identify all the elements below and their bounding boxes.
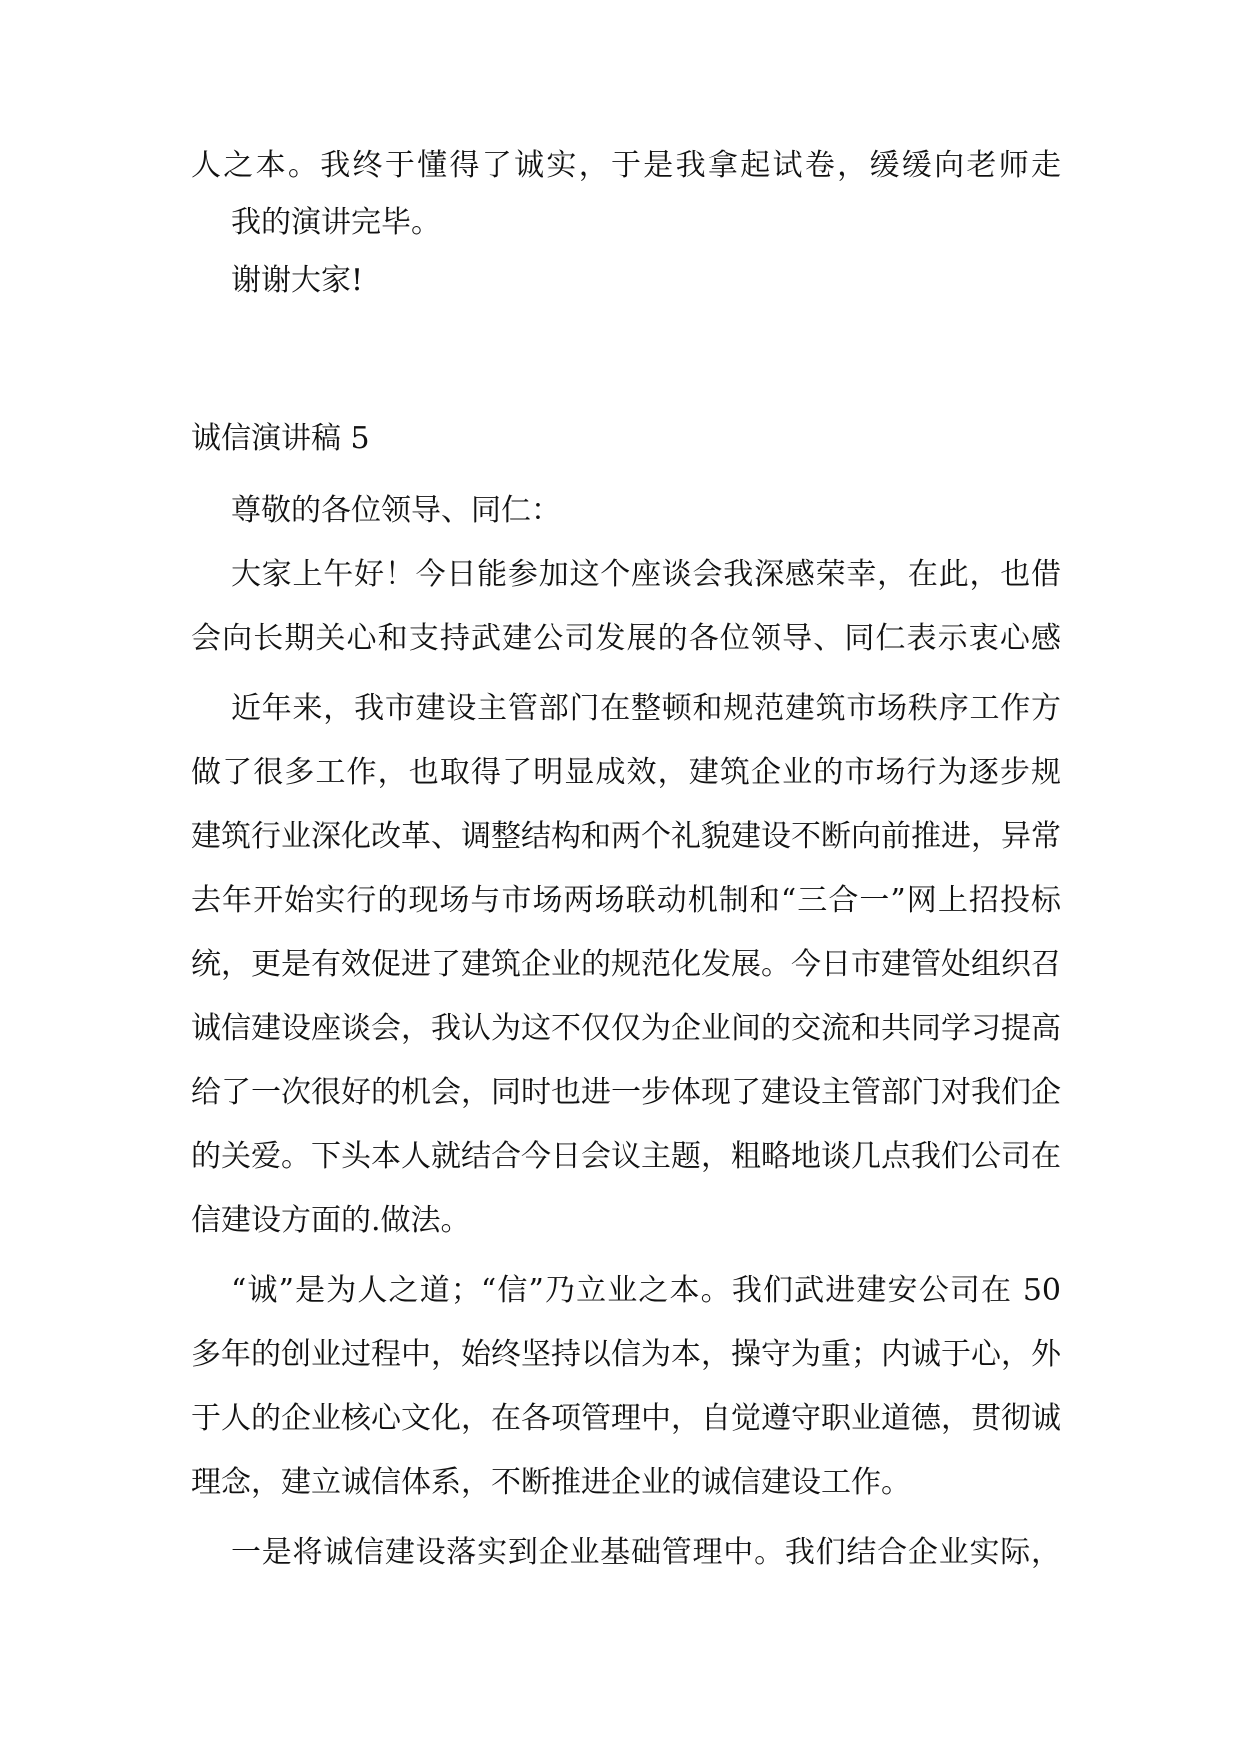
- paragraph-line: 大家上午好！今日能参加这个座谈会我深感荣幸，在此，也借: [231, 557, 1061, 592]
- paragraph-line: 近年来，我市建设主管部门在整顿和规范建筑市场秩序工作方: [231, 691, 1061, 726]
- paragraph-line: 诚信建设座谈会，我认为这不仅仅为企业间的交流和共同学习提高: [191, 1011, 1061, 1046]
- paragraph-line: 做了很多工作，也取得了明显成效，建筑企业的市场行为逐步规: [191, 755, 1061, 790]
- paragraph-line: 会向长期关心和支持武建公司发展的各位领导、同仁表示衷心感: [191, 621, 1061, 656]
- paragraph-line: 人之本。我终于懂得了诚实，于是我拿起试卷，缓缓向老师走: [191, 148, 1061, 183]
- section-heading: 诚信演讲稿 5: [191, 421, 370, 456]
- paragraph-line: 信建设方面的.做法。: [191, 1203, 471, 1238]
- paragraph-line: 于人的企业核心文化，在各项管理中，自觉遵守职业道德，贯彻诚: [191, 1401, 1061, 1436]
- paragraph-line: 给了一次很好的机会，同时也进一步体现了建设主管部门对我们企: [191, 1075, 1061, 1110]
- paragraph-line: 一是将诚信建设落实到企业基础管理中。我们结合企业实际，: [231, 1535, 1061, 1570]
- salutation: 尊敬的各位领导、同仁：: [231, 493, 561, 528]
- paragraph-line: 去年开始实行的现场与市场两场联动机制和“三合一”网上招投标: [191, 883, 1061, 918]
- paragraph-line: “诚”是为人之道；“信”乃立业之本。我们武进建安公司在 50: [231, 1273, 1061, 1308]
- paragraph-line: 的关爱。下头本人就结合今日会议主题，粗略地谈几点我们公司在: [191, 1139, 1061, 1174]
- paragraph-line: 谢谢大家!: [231, 263, 364, 298]
- paragraph-line: 统，更是有效促进了建筑企业的规范化发展。今日市建管处组织召: [191, 947, 1061, 982]
- paragraph-line: 多年的创业过程中，始终坚持以信为本，操守为重；内诚于心，外: [191, 1337, 1061, 1372]
- paragraph-line: 理念，建立诚信体系，不断推进企业的诚信建设工作。: [191, 1465, 911, 1500]
- paragraph-line: 建筑行业深化改革、调整结构和两个礼貌建设不断向前推进，异常: [191, 819, 1061, 854]
- paragraph-line: 我的演讲完毕。: [231, 205, 441, 240]
